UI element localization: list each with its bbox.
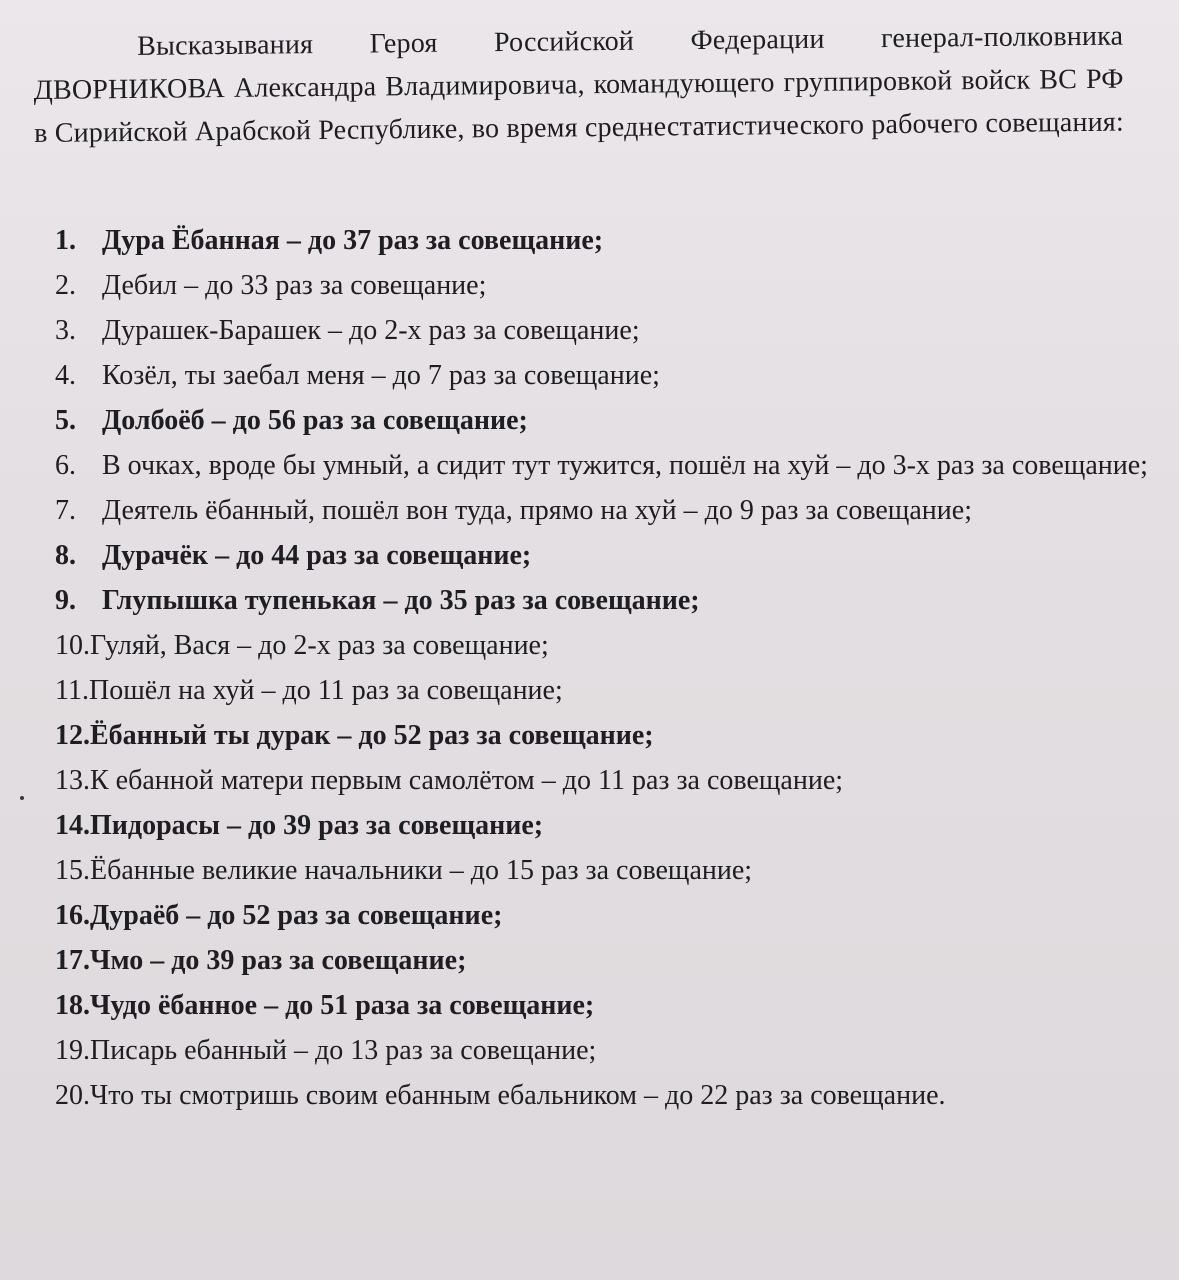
- list-item-number: 15.: [55, 855, 90, 886]
- list-item: [55, 668, 1150, 713]
- list-item-number: 2.: [55, 270, 76, 301]
- list-item: [55, 263, 1150, 308]
- list-item-text: Гуляй, Вася – до 2-х раз за совещание;: [90, 630, 549, 661]
- list-item: [55, 443, 1150, 488]
- list-item: [55, 218, 1150, 263]
- list-item: [55, 938, 1150, 983]
- list-item: [55, 713, 1150, 758]
- list-item: [55, 758, 1150, 803]
- list-item-text: Дурачёк – до 44 раз за совещание;: [102, 540, 532, 571]
- quote-list: [55, 218, 1150, 1118]
- list-item: [55, 848, 1150, 893]
- list-item-number: 16.: [55, 900, 90, 931]
- list-item-text: Писарь ебанный – до 13 раз за совещание;: [90, 1035, 597, 1066]
- intro-paragraph: Высказывания Героя Российской Федерации генерал-полковника ДВОРНИКОВА Александра Владимировича, командующего группировкой войск ВС РФ в Сирийской Арабской Республике, во время среднестатистического рабочего совещания:: [33, 20, 1125, 149]
- paper-speck: [20, 796, 24, 800]
- list-item-text: Дураёб – до 52 раз за совещание;: [90, 900, 503, 931]
- list-item-text: В очках, вроде бы умный, а сидит тут тужится, пошёл на хуй – до 3-х раз за совещание;: [102, 450, 1148, 481]
- list-item-text: Долбоёб – до 56 раз за совещание;: [102, 405, 528, 436]
- list-item-text: Глупышка тупенькая – до 35 раз за совещание;: [102, 585, 700, 616]
- list-item: [55, 803, 1150, 848]
- list-item-text: К ебанной матери первым самолётом – до 11 раз за совещание;: [90, 765, 844, 796]
- list-item-number: 18.: [55, 990, 90, 1021]
- list-item-text: Ёбанный ты дурак – до 52 раз за совещание;: [90, 720, 654, 751]
- list-item: [55, 398, 1150, 443]
- list-item: [55, 623, 1150, 668]
- list-item-text: Пидорасы – до 39 раз за совещание;: [90, 810, 544, 841]
- list-item: [55, 533, 1150, 578]
- list-item: [55, 983, 1150, 1028]
- list-item-number: 17.: [55, 945, 90, 976]
- list-item-number: 1.: [55, 225, 76, 256]
- list-item: [55, 353, 1150, 398]
- list-item-number: 4.: [55, 360, 76, 391]
- list-item-number: 9.: [55, 585, 76, 616]
- list-item: [55, 308, 1150, 353]
- list-item-number: 8.: [55, 540, 76, 571]
- list-item-number: 19.: [55, 1035, 90, 1066]
- list-item-number: 5.: [55, 405, 76, 436]
- list-item-text: Дурашек-Барашек – до 2-х раз за совещание;: [102, 315, 640, 346]
- list-item-number: 20.: [55, 1080, 90, 1111]
- list-item-text: Чудо ёбанное – до 51 раза за совещание;: [90, 990, 595, 1021]
- list-item: [55, 893, 1150, 938]
- list-item-text: Деятель ёбанный, пошёл вон туда, прямо на хуй – до 9 раз за совещание;: [102, 495, 972, 526]
- list-item-number: 3.: [55, 315, 76, 346]
- list-item-text: Дура Ёбанная – до 37 раз за совещание;: [102, 225, 604, 256]
- list-item-text: Ёбанные великие начальники – до 15 раз за совещание;: [90, 855, 753, 886]
- list-item-number: 10.: [55, 630, 90, 661]
- list-item: [55, 578, 1150, 623]
- list-item: [55, 1028, 1150, 1073]
- list-item-text: Дебил – до 33 раз за совещание;: [102, 270, 487, 301]
- list-item-number: 6.: [55, 450, 76, 481]
- list-item-text: Чмо – до 39 раз за совещание;: [90, 945, 467, 976]
- list-item-text: Пошёл на хуй – до 11 раз за совещание;: [88, 675, 563, 706]
- list-item-number: 7.: [55, 495, 76, 526]
- list-item-number: 14.: [55, 810, 90, 841]
- list-item-text: Козёл, ты заебал меня – до 7 раз за совещание;: [102, 360, 660, 391]
- list-item: [55, 488, 1150, 533]
- list-item-number: 11.: [55, 675, 89, 706]
- list-item: [55, 1073, 1150, 1118]
- list-item-number: 12.: [55, 720, 90, 751]
- list-item-text: Что ты смотришь своим ебанным ебальником – до 22 раз за совещание.: [90, 1080, 946, 1111]
- list-item-number: 13.: [55, 765, 90, 796]
